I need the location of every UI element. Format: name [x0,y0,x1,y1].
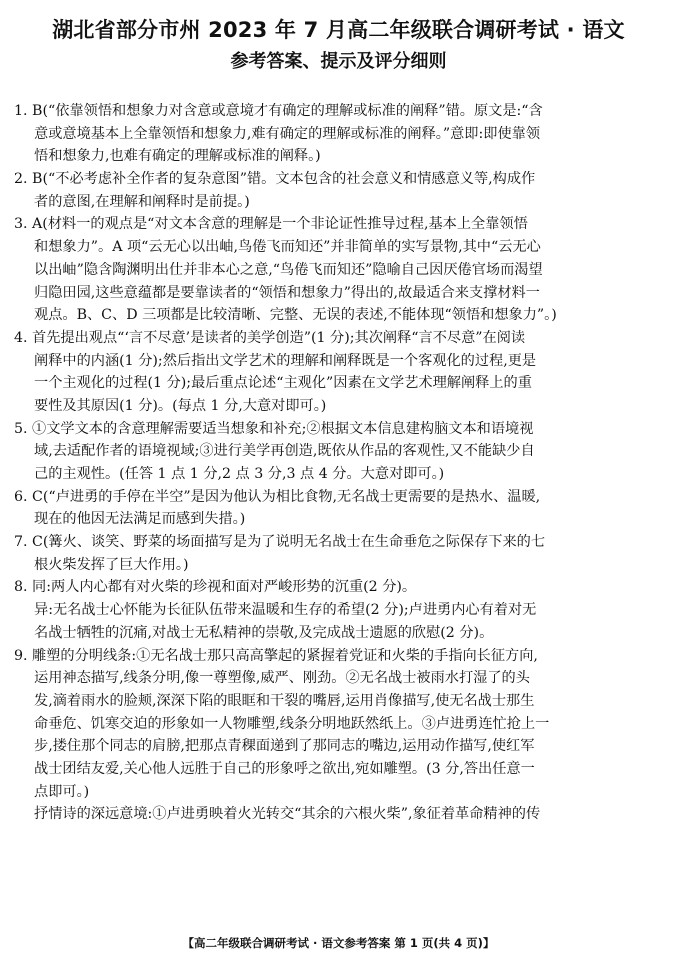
answer-line: 悟和想象力,也难有确定的理解或标准的阐释。) [34,148,321,165]
answer-line: 域,去适配作者的语境视域;③进行美学再创造,既依从作品的客观性,又不能缺少自 [34,443,535,460]
answer-line: 要性及其原因(1 分)。(每点 1 分,大意对即可。) [34,397,327,414]
answer-body [14,100,664,826]
answer-line: 己的主观性。(任答 1 点 1 分,2 点 3 分,3 点 4 分。大意对即可。) [34,466,445,482]
answer-line: 4. 首先提出观点“‘言不尽意’是读者的美学创造”(1 分);其次阐释“言不尽意”在阅读 [14,329,526,346]
answer-line: 发,滴着雨水的脸颊,深深下陷的眼眶和干裂的嘴唇,运用肖像描写,使无名战士那生 [34,692,535,709]
answer-line: 9. 雕塑的分明线条:①无名战士那只高高擎起的紧握着党证和火柴的手指向长征方向, [14,647,538,664]
answer-line: 5. ①文学文本的含意理解需要适当想象和补充;②根据文本信息建构脑文本和语境视 [14,420,534,437]
answer-line: 阐释中的内涵(1 分);然后指出文学艺术的理解和阐释既是一个客观化的过程,更是 [34,352,537,369]
answer-line: 和想象力”。A 项“云无心以出岫,鸟倦飞而知还”并非简单的实写景物,其中“云无心 [34,239,541,256]
answer-line: 3. A(材料一的观点是“对文本含意的理解是一个非论证性推导过程,基本上全靠领悟 [14,216,528,233]
answer-line: 观点。B、C、D 三项都是比较清晰、完整、无误的表述,不能体现“领悟和想象力”。) [34,307,557,324]
answer-line: 以出岫”隐含陶渊明出仕并非本心之意,“鸟倦飞而知还”隐喻自己因厌倦官场而渴望 [34,261,543,278]
answer-line: 异:无名战士心怀能为长征队伍带来温暖和生存的希望(2 分);卢进勇内心有着对无 [34,602,537,619]
answer-line: 点即可。) [34,783,90,800]
answer-line: 8. 同:两人内心都有对火柴的珍视和面对严峻形势的沉重(2 分)。 [14,579,417,596]
page-footer: 【高二年级联合调研考试 · 语文参考答案 第 1 页(共 4 页)】 [182,936,495,950]
answer-line: 6. C(“卢进勇的手停在半空”是因为他认为相比食物,无名战士更需要的是热水、温暖, [14,488,541,505]
exam-title: 湖北省部分市州 2023 年 7 月高二年级联合调研考试 · 语文 [52,18,625,42]
answer-line: 2. B(“不必考虑补全作者的复杂意图”错。文本包含的社会意义和情感意义等,构成作 [14,171,536,188]
answer-line: 步,搂住那个同志的肩膀,把那点青稞面递到了那同志的嘴边,运用动作描写,使红军 [34,738,535,755]
answer-line: 运用神态描写,线条分明,像一尊塑像,威严、刚劲。②无名战士被雨水打湿了的头 [34,670,530,687]
answer-line: 者的意图,在理解和阐释时是前提。) [34,193,250,210]
answer-line: 战士团结友爱,关心他人远胜于自己的形象呼之欲出,宛如雕塑。(3 分,答出任意一 [34,760,535,777]
answer-line: 命垂危、饥寒交迫的形象如一人物雕塑,线条分明地跃然纸上。③卢进勇连忙抢上一 [34,715,550,732]
answer-line: 名战士牺牲的沉痛,对战士无私精神的崇敬,及完成战士遗愿的欣慰(2 分)。 [34,624,494,641]
answer-line: 归隐田园,这些意蕴都是要靠读者的“领悟和想象力”得出的,故最适合来支撑材料一 [34,284,540,301]
answer-line: 根火柴发挥了巨大作用。) [34,556,189,573]
answer-line: 现在的他因无法满足而感到失措。) [34,511,246,528]
answer-key-subtitle: 参考答案、提示及评分细则 [230,51,447,72]
answer-line: 7. C(篝火、谈笑、野菜的场面描写是为了说明无名战士在生命垂危之际保存下来的七 [14,534,546,551]
answer-line: 抒情诗的深远意境:①卢进勇映着火光转交“其余的六根火柴”,象征着革命精神的传 [34,806,541,823]
answer-line: 意或意境基本上全靠领悟和想象力,难有确定的理解或标准的阐释。”意即:即使靠领 [34,125,541,142]
answer-line: 一个主观化的过程(1 分);最后重点论述“主观化”因素在文学艺术理解阐释上的重 [34,375,532,392]
answer-line: 1. B(“依靠领悟和想象力对含意或意境才有确定的理解或标准的阐释”错。原文是:“含 [14,103,543,119]
